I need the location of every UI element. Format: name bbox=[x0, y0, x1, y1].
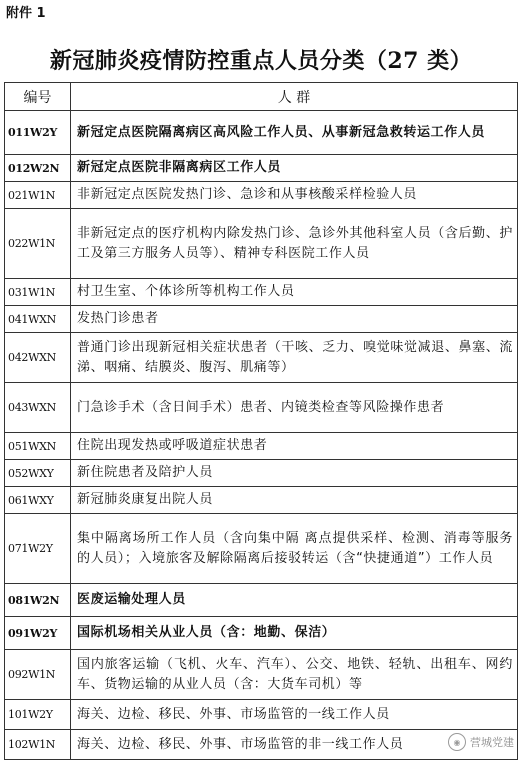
row-code: 071W2Y bbox=[5, 514, 71, 584]
row-description: 村卫生室、个体诊所等机构工作人员 bbox=[71, 279, 518, 306]
header-code: 编号 bbox=[5, 83, 71, 111]
table-row bbox=[5, 279, 518, 306]
row-code: 102W1N bbox=[5, 730, 71, 760]
table-row bbox=[5, 514, 518, 584]
row-description: 住院出现发热或呼吸道症状患者 bbox=[71, 433, 518, 460]
row-description: 新住院患者及陪护人员 bbox=[71, 460, 518, 487]
page-title: 新冠肺炎疫情防控重点人员分类（27 类） bbox=[49, 48, 473, 74]
row-description: 国内旅客运输（飞机、火车、汽车）、公交、地铁、轻轨、出租车、网约车、货物运输的从业人员（含：大货车司机）等 bbox=[71, 650, 518, 700]
row-code: 052WXY bbox=[5, 460, 71, 487]
row-description: 新冠定点医院隔离病区高风险工作人员、从事新冠急救转运工作人员 bbox=[71, 111, 518, 155]
row-code: 041WXN bbox=[5, 306, 71, 333]
table-row bbox=[5, 209, 518, 279]
row-description: 发热门诊患者 bbox=[71, 306, 518, 333]
wechat-logo-icon: ◉ bbox=[448, 733, 466, 751]
table-row bbox=[5, 383, 518, 433]
table-row bbox=[5, 617, 518, 650]
header-group: 人 群 bbox=[71, 83, 518, 111]
row-description: 医废运输处理人员 bbox=[71, 584, 518, 617]
row-code: 061WXY bbox=[5, 487, 71, 514]
table-row bbox=[5, 182, 518, 209]
table-row bbox=[5, 584, 518, 617]
table-row bbox=[5, 111, 518, 155]
row-code: 042WXN bbox=[5, 333, 71, 383]
table-row bbox=[5, 155, 518, 182]
table-row bbox=[5, 700, 518, 730]
row-description: 新冠定点医院非隔离病区工作人员 bbox=[71, 155, 518, 182]
attachment-label: 附件 1 bbox=[6, 6, 46, 21]
row-code: 021W1N bbox=[5, 182, 71, 209]
table-row bbox=[5, 460, 518, 487]
table-row bbox=[5, 333, 518, 383]
table-row bbox=[5, 650, 518, 700]
row-description: 普通门诊出现新冠相关症状患者（干咳、乏力、嗅觉味觉减退、鼻塞、流涕、咽痛、结膜炎、腹泻、肌痛等） bbox=[71, 333, 518, 383]
row-description: 海关、边检、移民、外事、市场监管的一线工作人员 bbox=[71, 700, 518, 730]
row-code: 081W2N bbox=[5, 584, 71, 617]
row-description: 非新冠定点的医疗机构内除发热门诊、急诊外其他科室人员（含后勤、护工及第三方服务人员等）、精神专科医院工作人员 bbox=[71, 209, 518, 279]
row-code: 101W2Y bbox=[5, 700, 71, 730]
row-code: 092W1N bbox=[5, 650, 71, 700]
table-body bbox=[5, 111, 518, 760]
personnel-classification-table bbox=[4, 82, 518, 760]
table-header-row bbox=[5, 83, 518, 111]
table-row bbox=[5, 487, 518, 514]
row-description: 国际机场相关从业人员（含：地勤、保洁） bbox=[71, 617, 518, 650]
table-row bbox=[5, 730, 518, 760]
watermark bbox=[448, 733, 514, 751]
row-description: 新冠肺炎康复出院人员 bbox=[71, 487, 518, 514]
row-code: 011W2Y bbox=[5, 111, 71, 155]
row-description: 门急诊手术（含日间手术）患者、内镜类检查等风险操作患者 bbox=[71, 383, 518, 433]
table-row bbox=[5, 306, 518, 333]
watermark-text: 营城党建 bbox=[470, 736, 514, 749]
row-description: 非新冠定点医院发热门诊、急诊和从事核酸采样检验人员 bbox=[71, 182, 518, 209]
row-code: 043WXN bbox=[5, 383, 71, 433]
row-code: 012W2N bbox=[5, 155, 71, 182]
row-code: 031W1N bbox=[5, 279, 71, 306]
row-code: 051WXN bbox=[5, 433, 71, 460]
row-description: 海关、边检、移民、外事、市场监管的非一线工作人员 bbox=[71, 730, 518, 760]
row-description: 集中隔离场所工作人员（含向集中隔 离点提供采样、检测、消毒等服务的人员）；入境旅客及解除隔离后接驳转运（含“快捷通道”）工作人员 bbox=[71, 514, 518, 584]
row-code: 091W2Y bbox=[5, 617, 71, 650]
row-code: 022W1N bbox=[5, 209, 71, 279]
table-row bbox=[5, 433, 518, 460]
